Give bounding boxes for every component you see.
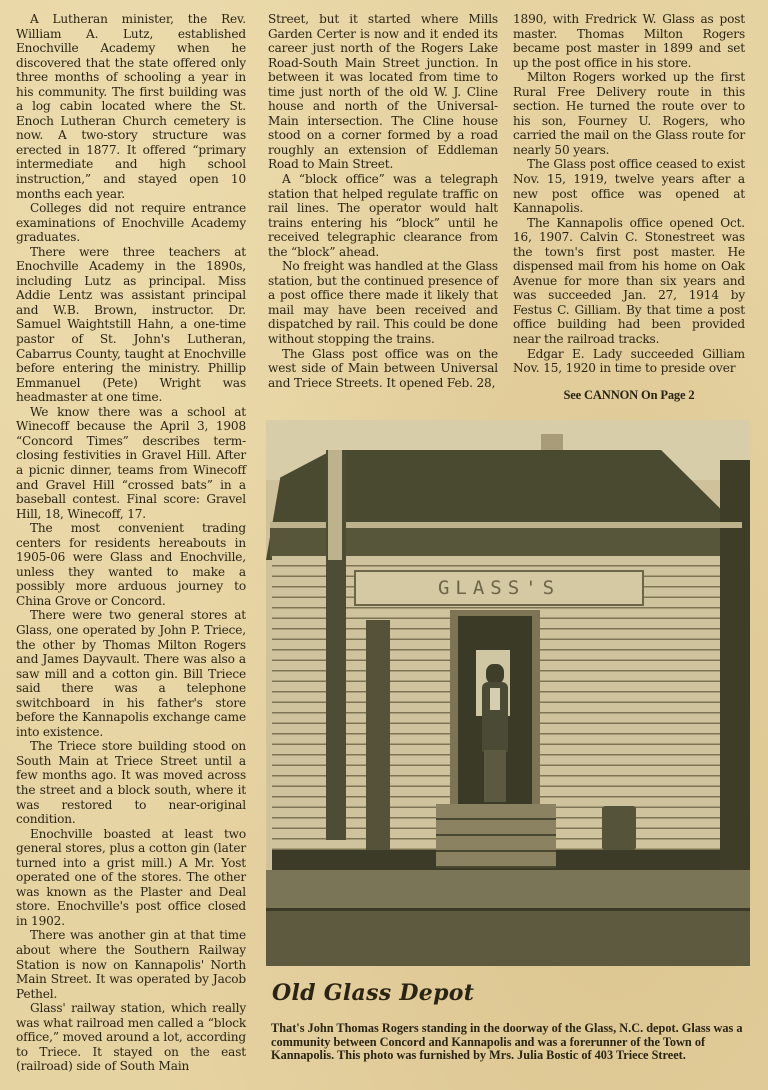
depot-photo — [266, 420, 750, 966]
paragraph: There were three teachers at Enochville Academy in the 1890s, including Lutz as principal. Miss Addie Lentz was assistant principal and W.B. Brown, instructor. Dr. Samuel Waightstill Hahn, a one-time pastor of St. John's Lutheran, Cabarrus County, taught at Enochville before entering the ministry. Phillip Emmanuel (Pete) Wright was headmaster at one time. — [16, 244, 246, 405]
paragraph: There were two general stores at Glass, one operated by John P. Triece, the other by Thomas Milton Rogers and James Dayvault. There was also a saw mill and a cotton gin. Bill Triece said there was a telephone switchboard in his father's store before the Kannapolis exchange came into existence. — [16, 608, 246, 739]
paragraph: Milton Rogers worked up the first Rural Free Delivery route in this section. He turned the route over to his son, Fourney U. Rogers, who carried the mail on the Glass route for nearly 50 years. — [513, 70, 745, 157]
wall-post — [366, 620, 390, 860]
paragraph: A Lutheran minister, the Rev. William A. Lutz, established Enochville Academy when he discovered that the state offered only three months of schooling a year in his community. The first building was a log cabin located where the St. Enoch Lutheran Church cemetery is now. A two-story structure was erected in 1877. It offered “primary intermediate and high school instruction,” and stayed open 10 months each year. — [16, 12, 246, 201]
photo-caption-title: Old Glass Depot — [272, 980, 475, 1006]
paragraph: A “block office” was a telegraph station that helped regulate traffic on rail lines. The operator would halt trains entering his “block” until he received telegraphic clearance from the “block” ahead. — [268, 172, 498, 259]
paragraph: There was another gin at that time about where the Southern Railway Station is now on Kannapolis' North Main Street. It was operated by Jacob Pethel. — [16, 928, 246, 1001]
front-steps — [436, 804, 556, 868]
paragraph: Enochville boasted at least two general stores, plus a cotton gin (later turned into a grist mill.) A Mr. Yost operated one of the stores. The other was known as the Plaster and Deal store. Enochville's post office closed in 1902. — [16, 826, 246, 928]
paragraph: Colleges did not require entrance examinations of Enochville Academy graduates. — [16, 201, 246, 245]
paragraph: Glass' railway station, which really was what railroad men called a “block office,” moved around a lot, according to Triece. It stayed on the east (railroad) side of South Main — [16, 1001, 246, 1074]
ground — [266, 911, 750, 966]
person-shirt — [490, 688, 500, 710]
paragraph: Edgar E. Lady succeeded Gilliam Nov. 15, 1920 in time to preside over — [513, 346, 745, 376]
paragraph: We know there was a school at Winecoff because the April 3, 1908 “Concord Times” describes term-closing festivities in Gravel Hill. After a picnic dinner, teams from Winecoff and Gravel Hill “crossed bats” in a baseball contest. Final score: Gravel Hill, 18, Winecoff, 17. — [16, 404, 246, 521]
article-column-1 — [16, 12, 246, 1074]
paragraph: 1890, with Fredrick W. Glass as post master. Thomas Milton Rogers became post master in 1899 and set up the post office in his store. — [513, 12, 745, 70]
stovepipe-top — [328, 450, 342, 560]
paragraph: The Glass post office ceased to exist Nov. 15, 1919, twelve years after a new post office was opened at Kannapolis. — [513, 157, 745, 216]
person-legs — [484, 750, 506, 802]
depot-sign: GLASS'S — [354, 570, 644, 606]
paragraph: No freight was handled at the Glass station, but the continued presence of a post office there made it likely that mail may have been received and dispatched by rail. This could be done without stopping the trains. — [268, 259, 498, 347]
person-head — [486, 664, 504, 684]
article-column-2 — [268, 12, 498, 390]
photo-caption-text: That's John Thomas Rogers standing in the doorway of the Glass, N.C. depot. Glass was a community between Concord and Kannapolis and was a forerunner of the Town of Kannapolis. This photo was furnished by Mrs. Julia Bostic of 403 Triece Street. — [271, 1021, 743, 1063]
paragraph: The Glass post office was on the west side of Main between Universal and Triece Streets. It opened Feb. 28, — [268, 346, 498, 390]
paragraph: The Kannapolis office opened Oct. 16, 1907. Calvin C. Stonestreet was the town's first post master. He dispensed mail from his home on Oak Avenue for more than six years and was succeeded Jan. 27, 1914 by Festus C. Gilliam. By that time a post office building had been provided near the railroad tracks. — [513, 215, 745, 347]
paragraph: The most convenient trading centers for residents hereabouts in 1905-06 were Glass and Enochville, unless they wanted to make a possibly more arduous journey to China Grove or Concord. — [16, 521, 246, 608]
continuation-reference: See CANNON On Page 2 — [563, 387, 695, 402]
article-column-3 — [513, 12, 745, 402]
paragraph: Street, but it started where Mills Garden Certer is now and it ended its career just north of the Rogers Lake Road-South Main Street junction. In between it was located from time to time just north of the old W. J. Cline house and north of the Universal-Main intersection. The Cline house stood on a corner formed by a road roughly an extension of Eddleman Road to Main Street. — [268, 12, 498, 172]
platform — [266, 870, 750, 910]
barrel — [602, 806, 636, 850]
paragraph: The Triece store building stood on South Main at Triece Street until a few months ago. It was moved across the street and a block south, where it was restored to near-original condition. — [16, 739, 246, 827]
